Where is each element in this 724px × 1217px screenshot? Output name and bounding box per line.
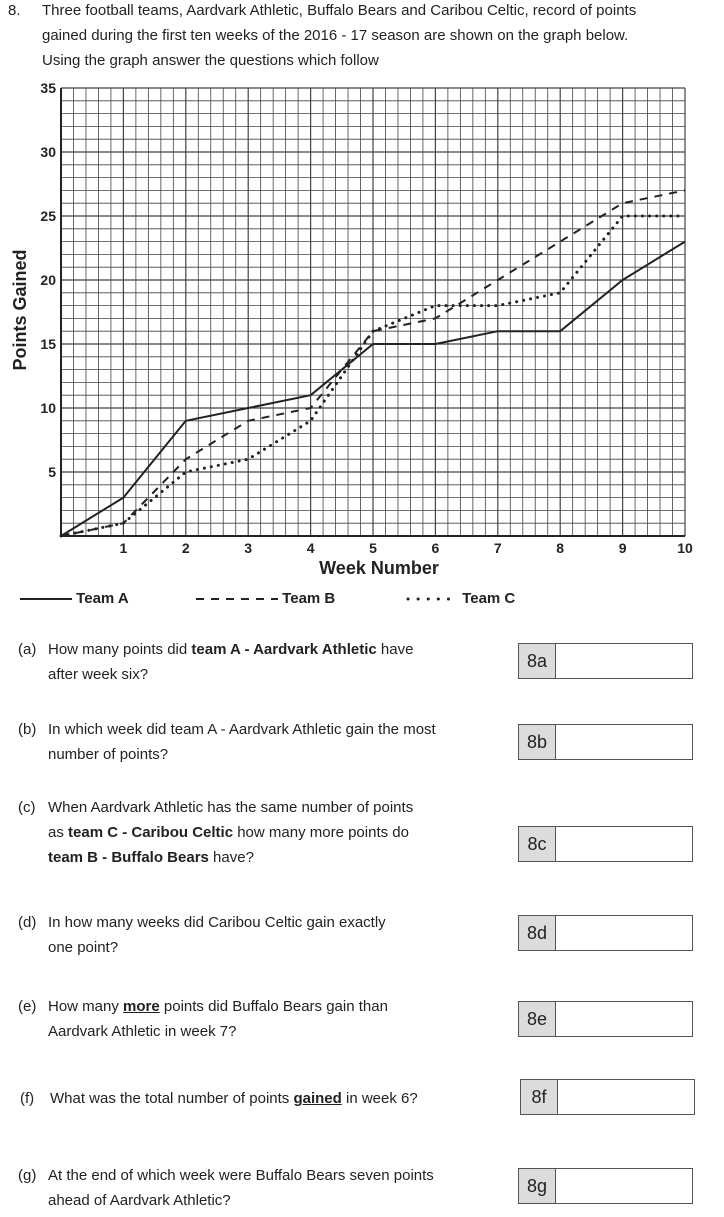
legend-team-b-label: Team B xyxy=(282,590,336,607)
legend-dashed-swatch xyxy=(196,596,278,602)
answer-field-8f[interactable] xyxy=(558,1080,694,1114)
x-tick-label: 1 xyxy=(119,540,128,556)
y-tick-label: 5 xyxy=(48,464,56,480)
y-tick-label: 20 xyxy=(40,272,56,288)
answer-code-8e: 8e xyxy=(519,1002,556,1036)
question-g-line-2: ahead of Aardvark Athletic? xyxy=(48,1192,231,1209)
answer-field-8g[interactable] xyxy=(556,1169,692,1203)
question-a-line-2: after week six? xyxy=(48,666,149,683)
intro-line-1: Three football teams, Aardvark Athletic, Buffalo Bears and Caribou Celtic, record of points xyxy=(42,2,637,19)
question-d-line-2: one point? xyxy=(48,939,119,956)
x-tick-label: 3 xyxy=(244,540,253,556)
answer-code-8a: 8a xyxy=(519,644,556,678)
y-tick-label: 30 xyxy=(40,144,56,160)
question-e xyxy=(18,994,388,1044)
intro-line-3: Using the graph answer the questions which follow xyxy=(42,52,379,69)
answer-box-8d[interactable] xyxy=(518,915,693,951)
answer-box-8f[interactable] xyxy=(520,1079,695,1115)
x-tick-label: 7 xyxy=(493,540,502,556)
question-f-text: What was the total number of points xyxy=(50,1090,294,1107)
answer-box-8c[interactable] xyxy=(518,826,693,862)
y-tick-label: 10 xyxy=(40,400,56,416)
question-b-line-2: number of points? xyxy=(48,746,169,763)
legend-dotted-swatch xyxy=(406,596,458,602)
legend-team-a-label: Team A xyxy=(76,590,129,607)
answer-code-8d: 8d xyxy=(519,916,556,950)
question-c-bold-team-b: team B - Buffalo Bears xyxy=(48,849,209,866)
y-tick-label: 25 xyxy=(40,208,56,224)
question-d-text: In how many weeks did Caribou Celtic gain exactly xyxy=(48,914,386,931)
y-axis-label: Points Gained xyxy=(10,249,30,371)
x-axis-label: Week Number xyxy=(319,558,439,578)
answer-field-8b[interactable] xyxy=(556,725,692,759)
answer-code-8f: 8f xyxy=(521,1080,558,1114)
x-tick-label: 5 xyxy=(369,540,377,556)
question-b-label: (b) xyxy=(18,721,37,738)
answer-code-8b: 8b xyxy=(519,725,556,759)
points-line-chart xyxy=(0,80,724,580)
x-tick-label: 6 xyxy=(431,540,440,556)
question-f-text-end: in week 6? xyxy=(341,1090,418,1107)
x-tick-label: 8 xyxy=(556,540,565,556)
question-g-text: At the end of which week were Buffalo Bears seven points xyxy=(48,1167,434,1184)
question-d xyxy=(18,910,386,960)
question-b-text: In which week did team A - Aardvark Athletic gain the most xyxy=(48,721,436,738)
question-a xyxy=(18,637,413,687)
question-g xyxy=(18,1163,434,1213)
question-c-line-2-start: as xyxy=(48,824,69,841)
question-a-text-end: have xyxy=(376,641,414,658)
question-g-label: (g) xyxy=(18,1167,37,1184)
question-e-text-end: points did Buffalo Bears gain than xyxy=(159,998,388,1015)
legend-team-b xyxy=(196,590,335,607)
intro-line-2: gained during the first ten weeks of the 2016 - 17 season are shown on the graph below. xyxy=(42,27,629,44)
question-e-line-2: Aardvark Athletic in week 7? xyxy=(48,1023,237,1040)
question-f-bold-underlined: gained xyxy=(293,1090,342,1107)
question-a-bold: team A - Aardvark Athletic xyxy=(191,641,377,658)
x-tick-label: 10 xyxy=(677,540,693,556)
question-number: 8. xyxy=(8,2,21,19)
question-c-line-2 xyxy=(18,820,413,845)
x-tick-label: 2 xyxy=(181,540,190,556)
answer-field-8a[interactable] xyxy=(556,644,692,678)
question-f xyxy=(20,1086,418,1111)
answer-box-8b[interactable] xyxy=(518,724,693,760)
question-c-label: (c) xyxy=(18,799,36,816)
question-a-label: (a) xyxy=(18,641,37,658)
y-tick-label: 35 xyxy=(40,80,56,96)
legend-team-c xyxy=(406,590,515,607)
question-c-line-3-end: have? xyxy=(208,849,254,866)
question-c-bold-team-c: team C - Caribou Celtic xyxy=(68,824,234,841)
answer-field-8e[interactable] xyxy=(556,1002,692,1036)
answer-field-8d[interactable] xyxy=(556,916,692,950)
legend-solid-swatch xyxy=(20,596,72,602)
question-b xyxy=(18,717,436,767)
answer-code-8c: 8c xyxy=(519,827,556,861)
question-d-label: (d) xyxy=(18,914,37,931)
y-tick-label: 15 xyxy=(40,336,56,352)
legend-team-c-label: Team C xyxy=(462,590,516,607)
answer-box-8a[interactable] xyxy=(518,643,693,679)
question-c-text: When Aardvark Athletic has the same number of points xyxy=(48,799,414,816)
answer-code-8g: 8g xyxy=(519,1169,556,1203)
question-e-text: How many xyxy=(48,998,124,1015)
question-c-line-3 xyxy=(18,845,413,870)
legend-team-a xyxy=(20,590,129,607)
question-a-text: How many points did xyxy=(48,641,192,658)
answer-box-8e[interactable] xyxy=(518,1001,693,1037)
answer-field-8c[interactable] xyxy=(556,827,692,861)
question-e-label: (e) xyxy=(18,998,37,1015)
x-tick-label: 9 xyxy=(618,540,627,556)
question-c xyxy=(18,795,413,870)
question-c-line-2-end: how many more points do xyxy=(233,824,409,841)
x-tick-label: 4 xyxy=(306,540,315,556)
question-e-bold-underlined: more xyxy=(123,998,160,1015)
question-f-label: (f) xyxy=(20,1090,35,1107)
answer-box-8g[interactable] xyxy=(518,1168,693,1204)
